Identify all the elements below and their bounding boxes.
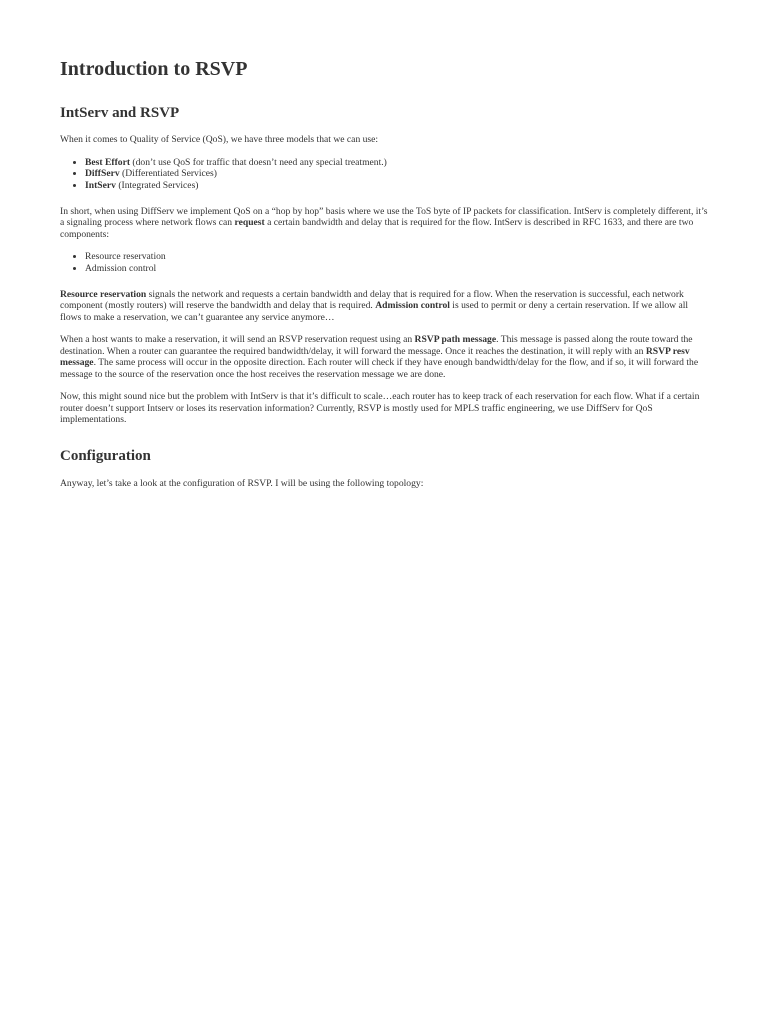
model-desc: (don’t use QoS for traffic that doesn’t need any special treatment.) bbox=[130, 156, 387, 168]
model-name: IntServ bbox=[85, 180, 116, 192]
list-item bbox=[85, 168, 710, 180]
list-item bbox=[85, 180, 710, 192]
resource-reservation-paragraph: Resource reservation signals the network and requests a certain bandwidth and delay that is required for a flow. When the reservation is successful, each network component (mostly routers) will reserve the bandwidth and delay that is required. Admission control is used to permit or deny a certain reservation. If we allow all flows to make a reservation, we can’t guarantee any service anymore… bbox=[60, 288, 689, 323]
model-name: DiffServ bbox=[85, 168, 120, 180]
qos-models-list bbox=[60, 157, 710, 192]
section-heading-configuration: Configuration bbox=[60, 447, 151, 464]
model-desc: (Differentiated Services) bbox=[119, 168, 217, 180]
section-heading-intserv-rsvp: IntServ and RSVP bbox=[60, 105, 180, 121]
page-title: Introduction to RSVP bbox=[60, 58, 248, 80]
article-content bbox=[60, 58, 710, 489]
intro-paragraph: When it comes to Quality of Service (QoS), we have three models that we can use: bbox=[60, 134, 379, 145]
list-item: • Resource reservation bbox=[85, 251, 710, 263]
intserv-components-list bbox=[60, 251, 710, 275]
configuration-paragraph: Anyway, let’s take a look at the configuration of RSVP. I will be using the following topology: bbox=[60, 477, 424, 489]
model-name: Best Effort bbox=[85, 156, 131, 168]
rsvp-messages-paragraph: When a host wants to make a reservation, it will send an RSVP reservation request using an RSVP path message. This message is passed along the route toward the destination. When a router can guarantee the required bandwidth/delay, it will forward the message. Once it reaches the destination, it will reply with an RSVP resv message. The same process will occur in the opposite direction. Each router will check if they have enough bandwidth/delay for the flow, and if so, it will forward the message to the source of the reservation once the host receives the reservation message we are done. bbox=[60, 334, 699, 380]
list-item: • Admission control bbox=[85, 263, 710, 275]
intserv-paragraph: In short, when using DiffServ we implement QoS on a “hop by hop” basis where we use the ToS byte of IP packets for classification. IntServ is completely different, it’s a signaling process where network flows can request a certain bandwidth and delay that is required for the flow. IntServ is described in RFC 1633, and there are two components: bbox=[60, 205, 708, 240]
scaling-paragraph: Now, this might sound nice but the problem with IntServ is that it’s difficult to scale…each router has to keep track of each reservation for each flow. What if a certain router doesn’t support Intserv or loses its reservation information? Currently, RSVP is mostly used for MPLS traffic engineering, we use DiffServ for QoS implementations. bbox=[60, 391, 700, 426]
list-item bbox=[85, 157, 710, 169]
model-desc: (Integrated Services) bbox=[115, 180, 199, 192]
